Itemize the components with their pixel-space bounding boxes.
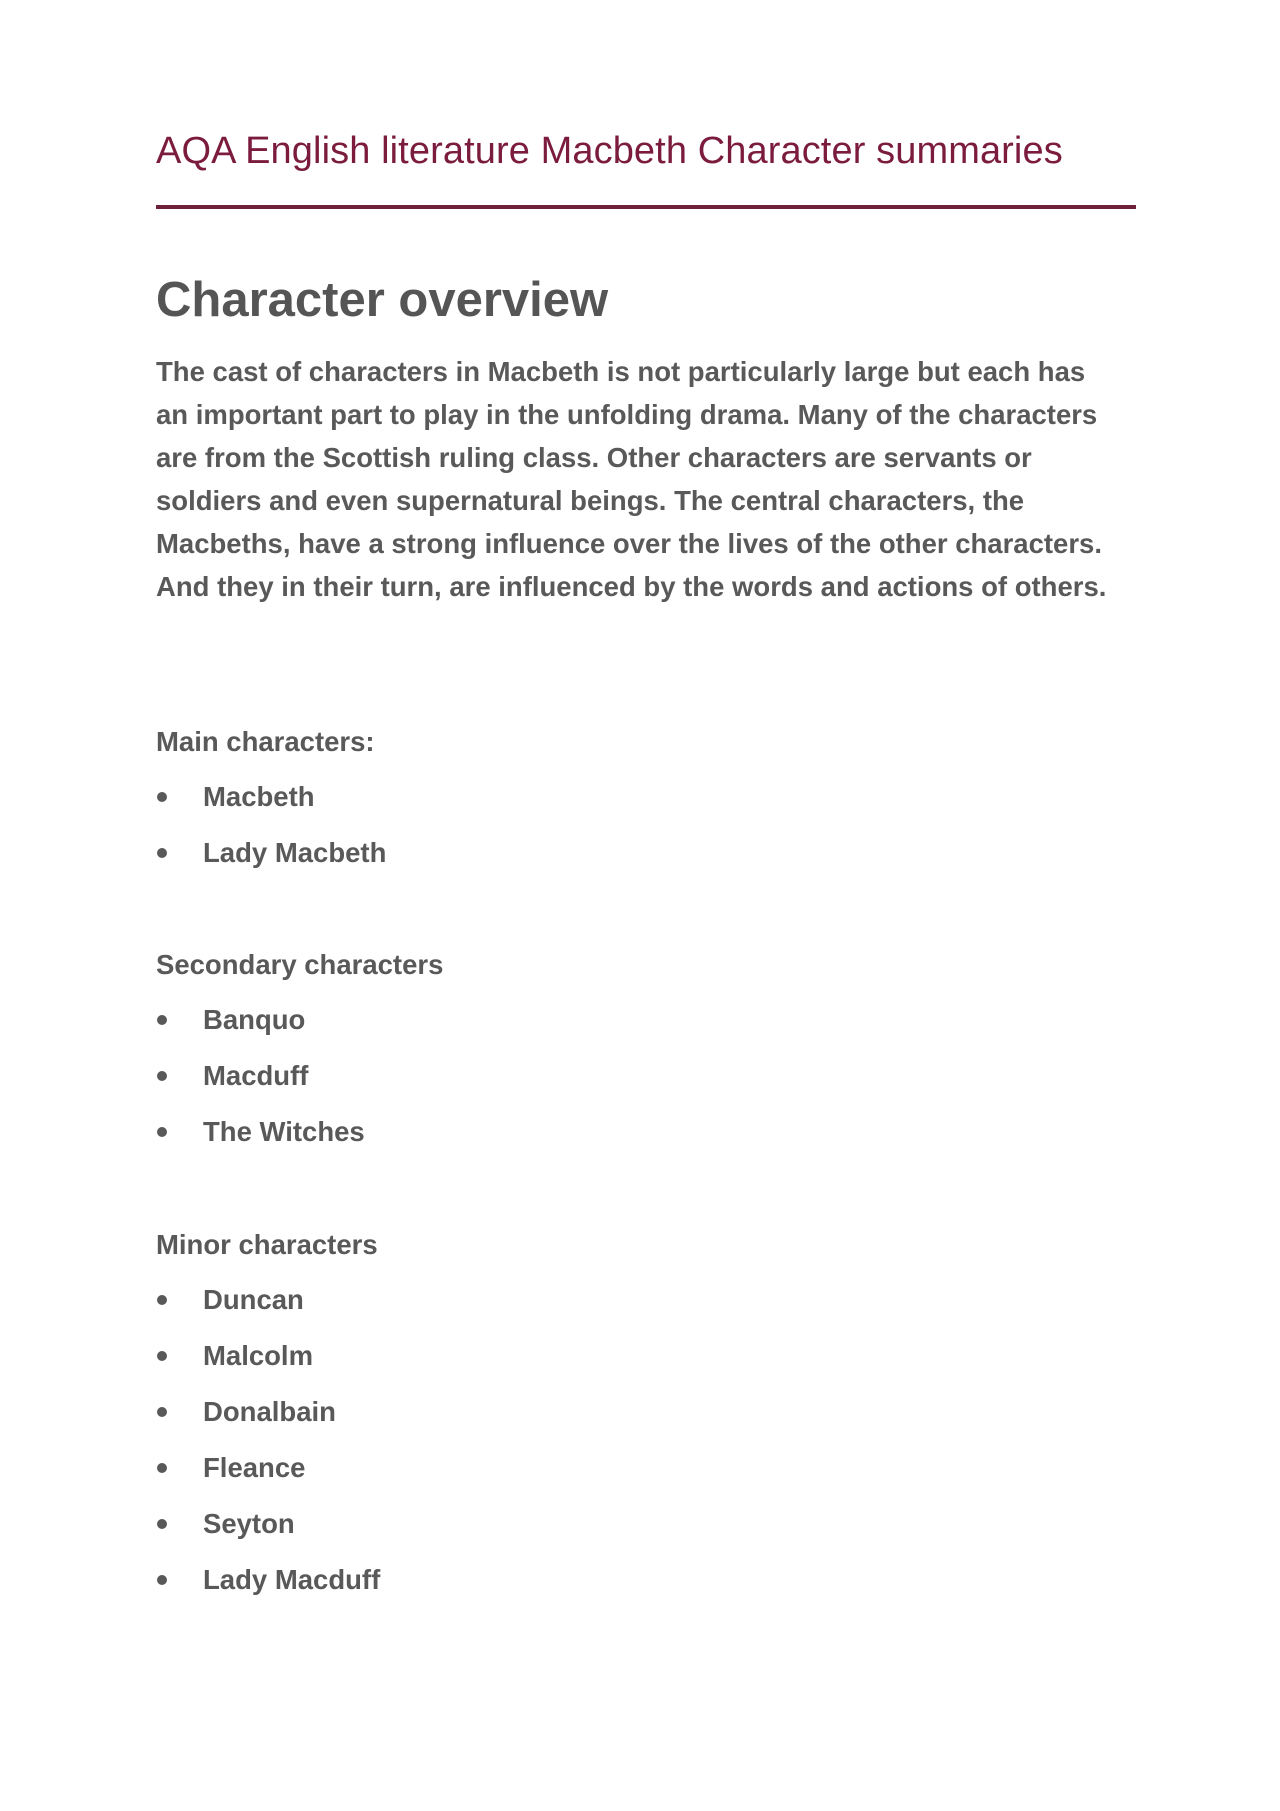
bullet-icon [157,848,167,858]
minor-characters-heading: Minor characters [156,1229,378,1260]
list-item [156,1280,1056,1336]
main-characters-group [156,722,1056,889]
title-divider [156,205,1136,209]
secondary-characters-heading: Secondary characters [156,949,444,980]
list-item [156,1504,1056,1560]
minor-characters-list [156,1280,1056,1616]
character-name: Macduff [203,1060,309,1091]
character-name: Seyton [203,1508,295,1539]
bullet-icon [157,1407,167,1417]
character-name: Donalbain [203,1396,336,1427]
intro-paragraph: The cast of characters in Macbeth is not particularly large but each has an important part to play in the unfolding drama. Many of the characters are from the Scottish ruling class. Other characters are servants or soldiers and even supernatural beings. The central characters, the Macbeths, have a strong influence over the lives of the other characters. And they in their turn, are influenced by the words and actions of others. [156,356,1107,602]
main-characters-heading: Main characters: [156,726,375,757]
document-title: AQA English literature Macbeth Character summaries [156,130,1063,172]
bullet-icon [157,792,167,802]
character-name: Lady Macduff [203,1564,381,1595]
bullet-icon [157,1295,167,1305]
bullet-icon [157,1127,167,1137]
character-name: Macbeth [203,781,315,812]
list-item [156,1392,1056,1448]
main-characters-list [156,777,1056,889]
bullet-icon [157,1351,167,1361]
bullet-icon [157,1519,167,1529]
character-name: Fleance [203,1452,306,1483]
list-item [156,1448,1056,1504]
character-name: Duncan [203,1284,304,1315]
list-item [156,1000,1056,1056]
list-item [156,833,1056,889]
bullet-icon [157,1071,167,1081]
list-item [156,1056,1056,1112]
character-name: Banquo [203,1004,306,1035]
minor-characters-group [156,1225,1056,1616]
bullet-icon [157,1015,167,1025]
list-item [156,1112,1056,1168]
list-item [156,1336,1056,1392]
secondary-characters-list [156,1000,1056,1168]
list-item [156,777,1056,833]
character-name: Malcolm [203,1340,314,1371]
character-name: Lady Macbeth [203,837,387,868]
bullet-icon [157,1575,167,1585]
section-heading: Character overview [156,273,609,327]
bullet-icon [157,1463,167,1473]
character-name: The Witches [203,1116,365,1147]
list-item [156,1560,1056,1616]
secondary-characters-group [156,945,1056,1168]
